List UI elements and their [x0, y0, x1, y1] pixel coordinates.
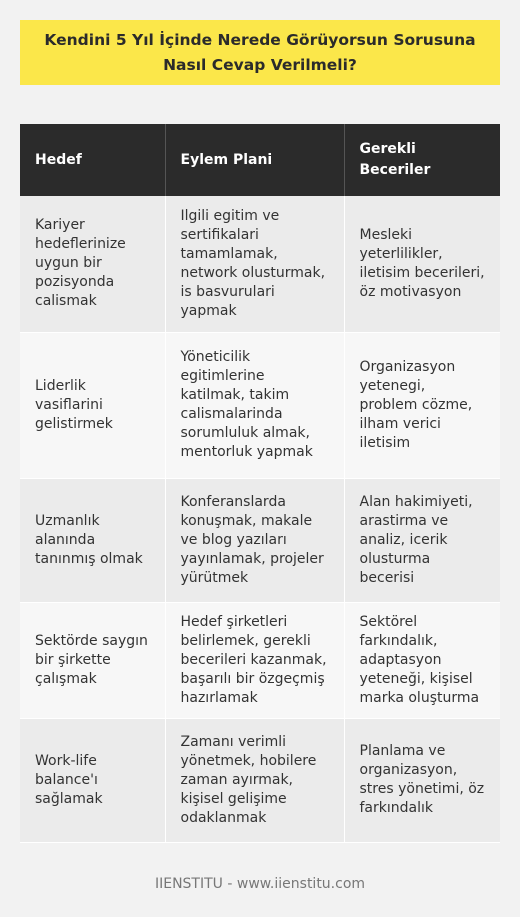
footer-credit: IIENSTITU - www.iienstitu.com	[154, 876, 366, 892]
cell-action-plan: Yöneticilik egitimlerine katilmak, takim calismalarinda sorumluluk almak, mentorluk yapmak	[165, 332, 344, 478]
page-title: Kendini 5 Yıl İçinde Nerede Görüyorsun Sorusuna Nasıl Cevap Verilmeli?	[44, 30, 476, 74]
header-eylem-plani: Eylem Plani	[165, 124, 344, 196]
cell-goal: Kariyer hedeflerinize uygun bir pozisyonda calismak	[20, 196, 165, 332]
header-hedef: Hedef	[20, 124, 165, 196]
cell-goal: Work-life balance'ı sağlamak	[20, 718, 165, 842]
cell-skills: Alan hakimiyeti, arastirma ve analiz, icerik olusturma becerisi	[344, 478, 500, 602]
cell-action-plan: Hedef şirketleri belirlemek, gerekli becerileri kazanmak, başarılı bir özgeçmiş hazırlamak	[165, 602, 344, 718]
cell-skills: Sektörel farkındalık, adaptasyon yeteneği, kişisel marka oluşturma	[344, 602, 500, 718]
table-header-row	[20, 124, 500, 196]
cell-skills: Mesleki yeterlilikler, iletisim becerileri, öz motivasyon	[344, 196, 500, 332]
table-row	[20, 332, 500, 478]
table-row	[20, 602, 500, 718]
goals-table	[20, 124, 500, 843]
table-row	[20, 196, 500, 332]
cell-goal: Sektörde saygın bir şirkette çalışmak	[20, 602, 165, 718]
cell-skills: Planlama ve organizasyon, stres yönetimi, öz farkındalık	[344, 718, 500, 842]
cell-action-plan: Konferanslarda konuşmak, makale ve blog yazıları yayınlamak, projeler yürütmek	[165, 478, 344, 602]
cell-action-plan: Zamanı verimli yönetmek, hobilere zaman ayırmak, kişisel gelişime odaklanmak	[165, 718, 344, 842]
header-gerekli-beceriler: Gerekli Beceriler	[344, 124, 500, 196]
cell-goal: Uzmanlık alanında tanınmış olmak	[20, 478, 165, 602]
cell-skills: Organizasyon yetenegi, problem cözme, ilham verici iletisim	[344, 332, 500, 478]
table-row	[20, 478, 500, 602]
cell-action-plan: Ilgili egitim ve sertifikalari tamamlamak, network olusturmak, is basvurulari yapmak	[165, 196, 344, 332]
table-container	[20, 124, 500, 843]
table-row	[20, 718, 500, 842]
cell-goal: Liderlik vasiflarini gelistirmek	[20, 332, 165, 478]
title-banner	[20, 20, 500, 85]
